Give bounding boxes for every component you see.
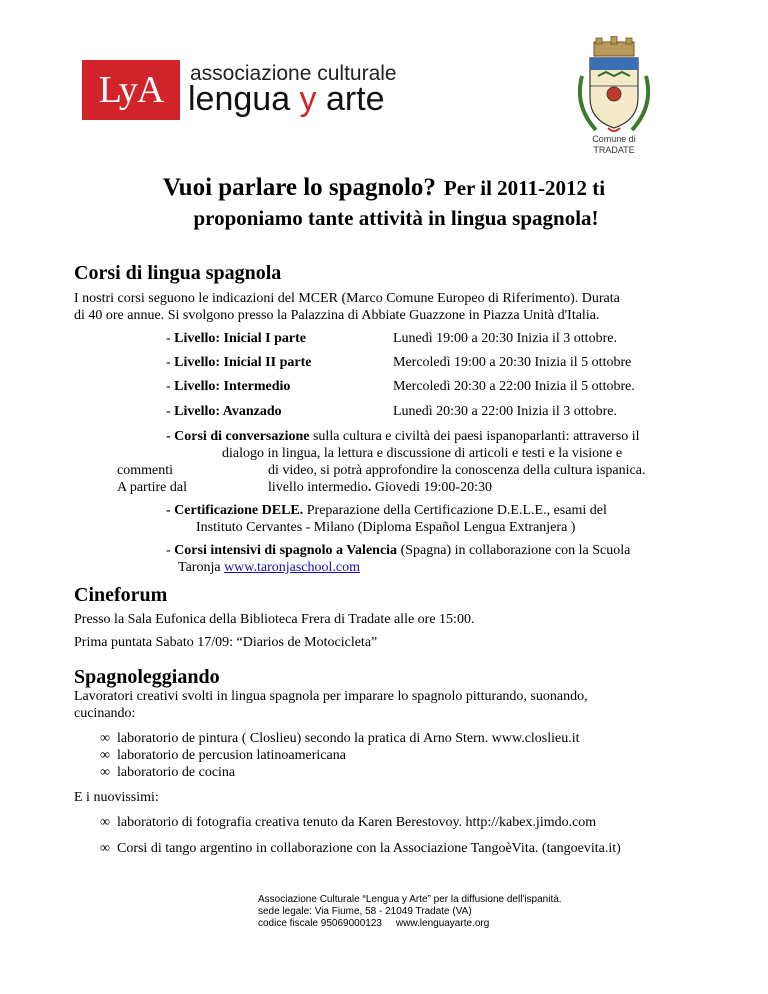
- cineforum-line-2: Prima puntata Sabato 17/09: “Diarios de Motocicleta”: [74, 635, 378, 650]
- level-label: Livello: Avanzado: [174, 404, 282, 419]
- headline-line-1: [0, 174, 768, 202]
- footer: [258, 894, 562, 930]
- comune-crest-icon: [568, 36, 660, 136]
- level-schedule: Mercoledì 19:00 a 20:30 Inizia il 5 ottobre: [393, 355, 632, 370]
- list-item: [100, 730, 580, 747]
- headline-line-2: proponiamo tante attività in lingua spagnola!: [193, 206, 599, 230]
- list-item-text: laboratorio de cocina: [116, 765, 236, 780]
- valencia-dash: -: [166, 543, 175, 558]
- dele-label: - Certificazione DELE.: [166, 503, 304, 518]
- conversazione-line-1: [166, 428, 640, 445]
- valencia-school: Taronja: [178, 560, 225, 575]
- level-name: [166, 354, 311, 371]
- level-name: [166, 330, 306, 347]
- list-item-text: laboratorio de pintura ( Closlieu) secondo la pratica di Arno Stern. www.closlieu.it: [116, 731, 580, 746]
- footer-line-2: sede legale: Via Fiume, 58 - 21049 Tradate (VA): [258, 906, 472, 917]
- conversazione-line-3b: di video, si potrà approfondire la conoscenza della cultura ispanica.: [268, 463, 646, 478]
- conversazione-level: livello intermedio: [268, 480, 368, 495]
- list-item: [100, 764, 235, 781]
- section-title-cineforum: Cineforum: [74, 584, 168, 606]
- crest-label-line-1: Comune di: [592, 134, 636, 144]
- logo-word-lengua: lengua: [188, 80, 300, 118]
- infinity-bullet-icon: ∞: [100, 815, 110, 830]
- level-dash: -: [166, 379, 175, 394]
- conversazione-line-4b: [268, 479, 492, 496]
- dele-desc: Preparazione della Certificazione D.E.L.E., esami del: [303, 503, 607, 518]
- valencia-label: Corsi intensivi di spagnolo a Valencia: [174, 543, 398, 558]
- lya-logo-box: LyA: [82, 60, 180, 120]
- level-label: Livello: Inicial II parte: [174, 355, 312, 370]
- infinity-bullet-icon: ∞: [100, 765, 110, 780]
- logo-line-1: associazione culturale: [190, 62, 397, 85]
- logo-word-arte: arte: [316, 80, 385, 118]
- footer-line-3: [258, 918, 562, 930]
- level-dash: -: [166, 404, 175, 419]
- level-schedule: Lunedì 20:30 a 22:00 Inizia il 3 ottobre.: [393, 404, 617, 419]
- infinity-bullet-icon: ∞: [100, 731, 110, 746]
- cineforum-line-1: Presso la Sala Eufonica della Biblioteca Frera di Tradate alle ore 15:00.: [74, 612, 475, 627]
- infinity-bullet-icon: ∞: [100, 841, 110, 856]
- level-dash: -: [166, 331, 175, 346]
- dele-line-2: Instituto Cervantes - Milano (Diploma Español Lengua Extranjera ): [196, 520, 576, 535]
- logo-line-2: [188, 80, 385, 119]
- level-name: [166, 378, 290, 395]
- crest-label-line-2: TRADATE: [593, 145, 635, 155]
- level-schedule: Mercoledì 20:30 a 22:00 Inizia il 5 ottobre.: [393, 379, 635, 394]
- corsi-intro-line-1: I nostri corsi seguono le indicazioni del MCER (Marco Comune Europeo di Riferimento). Durata: [74, 291, 620, 306]
- nuovissimi-label: E i nuovissimi:: [74, 790, 159, 805]
- headline-year: Per il 2011-2012 ti: [443, 176, 606, 200]
- list-item: [100, 747, 346, 764]
- list-item-text: laboratorio di fotografia creativa tenuto da Karen Berestovoy. http://kabex.jimdo.com: [116, 815, 597, 830]
- crest-label: [572, 134, 656, 156]
- list-item: [100, 840, 621, 857]
- conversazione-dot: .: [367, 480, 372, 495]
- corsi-intro-line-2: di 40 ore annue. Si svolgono presso la Palazzina di Abbiate Guazzone in Piazza Unità d'Italia.: [74, 308, 600, 323]
- valencia-line-2: [178, 559, 360, 576]
- headline-question: Vuoi parlare lo spagnolo?: [162, 174, 436, 201]
- level-schedule: Lunedì 19:00 a 20:30 Inizia il 3 ottobre.: [393, 331, 617, 346]
- dele-line-1: [166, 502, 607, 519]
- list-item-text: laboratorio de percusion latinoamericana: [116, 748, 346, 763]
- level-name: [166, 403, 282, 420]
- logo-word-y: y: [299, 80, 317, 118]
- footer-website: www.lenguayarte.org: [395, 918, 490, 929]
- conversazione-desc: sulla cultura e civiltà dei paesi ispanoparlanti: attraverso il: [309, 429, 640, 444]
- list-item: [100, 814, 596, 831]
- level-label: Livello: Inicial I parte: [174, 331, 306, 346]
- footer-line-1: Associazione Culturale “Lengua y Arte” per la diffusione dell'ispanità.: [258, 894, 562, 905]
- conversazione-line-3a: commenti: [117, 463, 173, 478]
- spagno-intro-line-1: Lavoratori creativi svolti in lingua spagnola per imparare lo spagnolo pitturando, suonando,: [74, 689, 588, 704]
- level-dash: -: [166, 355, 175, 370]
- valencia-desc: (Spagna) in collaborazione con la Scuola: [397, 543, 631, 558]
- conversazione-label: - Corsi di conversazione: [166, 429, 310, 444]
- valencia-line-1: [166, 542, 630, 559]
- section-title-corsi: Corsi di lingua spagnola: [74, 262, 282, 284]
- section-title-spagnoleggiando: Spagnoleggiando: [74, 666, 220, 688]
- infinity-bullet-icon: ∞: [100, 748, 110, 763]
- list-item-text: Corsi di tango argentino in collaborazione con la Associazione TangoèVita. (tangoevita.it): [116, 841, 621, 856]
- spagno-intro-line-2: cucinando:: [74, 706, 136, 721]
- footer-fiscal-code: codice fiscale 95069000123: [258, 918, 382, 929]
- conversazione-line-4a: A partire dal: [117, 480, 187, 495]
- conversazione-line-2: dialogo in lingua, la lettura e discussione di articoli e testi e la visione e: [222, 446, 623, 461]
- taronja-link[interactable]: www.taronjaschool.com: [224, 560, 361, 575]
- level-label: Livello: Intermedio: [174, 379, 291, 394]
- conversazione-time: Giovedi 19:00-20:30: [371, 480, 492, 495]
